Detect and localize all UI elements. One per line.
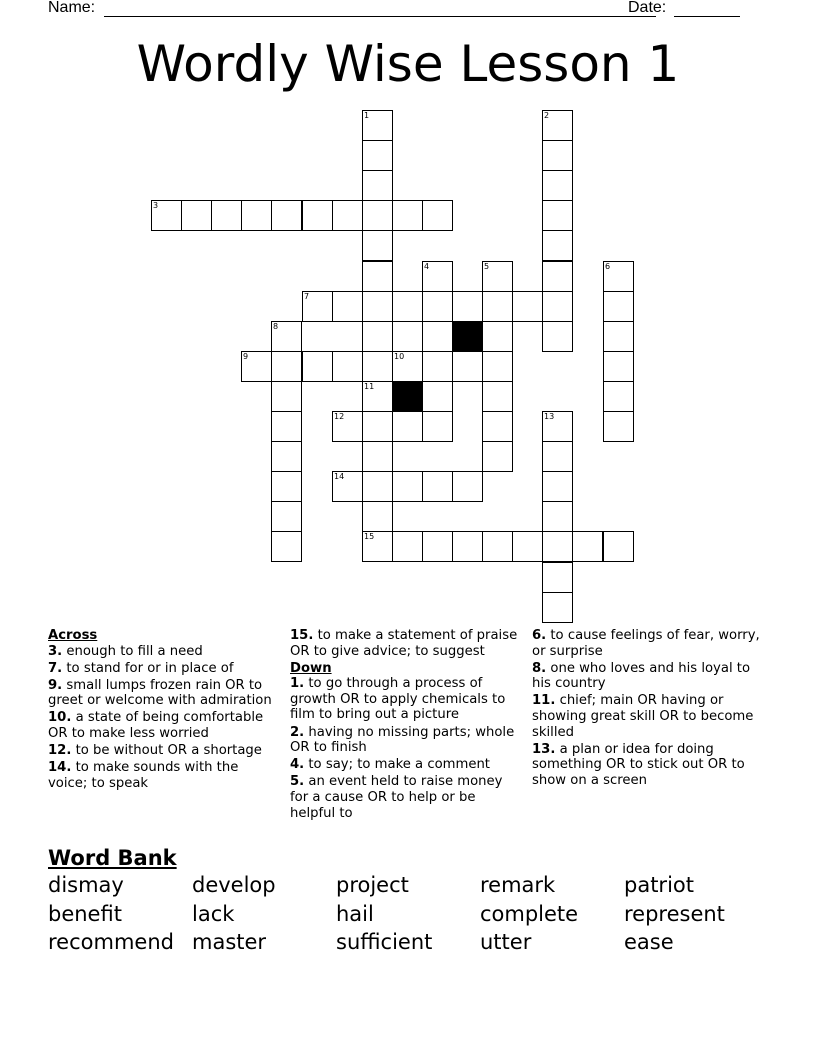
clue-across-7: 7. to stand for or in place of bbox=[48, 660, 234, 676]
grid-cell[interactable] bbox=[603, 321, 634, 352]
grid-cell[interactable] bbox=[542, 501, 573, 532]
grid-cell[interactable] bbox=[482, 441, 513, 472]
clue-number: 6 bbox=[605, 262, 611, 271]
grid-cell[interactable] bbox=[512, 531, 543, 562]
word-bank-word: ease bbox=[624, 930, 674, 954]
clue-down-6: 6. to cause feelings of fear, worry, or surprise bbox=[532, 628, 760, 659]
grid-cell[interactable] bbox=[362, 351, 393, 382]
grid-cell[interactable] bbox=[271, 381, 302, 412]
grid-cell[interactable] bbox=[542, 230, 573, 261]
grid-cell[interactable] bbox=[362, 230, 393, 261]
clue-across-15: 15. to make a statement of praise OR to give advice; to suggest bbox=[290, 628, 518, 659]
word-bank-word: utter bbox=[480, 930, 532, 954]
word-bank-title: Word Bank bbox=[48, 846, 177, 870]
grid-cell[interactable] bbox=[542, 200, 573, 231]
clue-down-4: 4. to say; to make a comment bbox=[290, 757, 490, 773]
grid-cell[interactable] bbox=[422, 351, 453, 382]
grid-cell[interactable] bbox=[362, 140, 393, 171]
grid-cell[interactable] bbox=[482, 381, 513, 412]
name-label: Name: bbox=[48, 0, 96, 16]
clue-down-8: 8. one who loves and his loyal to his country bbox=[532, 660, 751, 692]
word-bank-word: develop bbox=[192, 873, 276, 897]
clue-number: 11 bbox=[364, 382, 375, 391]
date-label: Date: bbox=[628, 0, 667, 16]
grid-cell[interactable] bbox=[362, 531, 393, 562]
grid-cell[interactable] bbox=[271, 411, 302, 442]
grid-cell[interactable] bbox=[603, 261, 634, 292]
grid-cell[interactable] bbox=[512, 291, 543, 322]
grid-cell[interactable] bbox=[542, 140, 573, 171]
clues-column-3 bbox=[532, 628, 768, 790]
grid-cell[interactable] bbox=[302, 291, 333, 322]
grid-cell[interactable] bbox=[362, 471, 393, 502]
grid-cell[interactable] bbox=[302, 351, 333, 382]
grid-cell[interactable] bbox=[422, 291, 453, 322]
clue-across-3: 3. enough to fill a need bbox=[48, 643, 203, 659]
grid-cell[interactable] bbox=[151, 200, 182, 231]
grid-cell[interactable] bbox=[392, 200, 423, 231]
grid-cell[interactable] bbox=[482, 351, 513, 382]
grid-cell[interactable] bbox=[271, 351, 302, 382]
grid-cell[interactable] bbox=[332, 200, 363, 231]
word-bank-word: complete bbox=[480, 902, 579, 926]
grid-cell[interactable] bbox=[452, 531, 483, 562]
grid-cell[interactable] bbox=[603, 531, 634, 562]
grid-cell[interactable] bbox=[542, 471, 573, 502]
grid-cell[interactable] bbox=[542, 110, 573, 141]
grid-cell[interactable] bbox=[362, 110, 393, 141]
grid-cell[interactable] bbox=[542, 441, 573, 472]
page-title: Wordly Wise Lesson 1 bbox=[136, 35, 680, 93]
grid-cell[interactable] bbox=[271, 471, 302, 502]
grid-cell[interactable] bbox=[542, 411, 573, 442]
grid-cell[interactable] bbox=[392, 291, 423, 322]
grid-cell[interactable] bbox=[181, 200, 212, 231]
grid-cell[interactable] bbox=[422, 261, 453, 292]
word-bank-word: master bbox=[192, 930, 267, 954]
black-cell bbox=[452, 321, 483, 352]
grid-cell[interactable] bbox=[572, 531, 603, 562]
clue-number: 1 bbox=[364, 111, 370, 120]
grid-cell[interactable] bbox=[392, 531, 423, 562]
grid-cell[interactable] bbox=[422, 411, 453, 442]
clue-number: 10 bbox=[394, 352, 405, 361]
grid-cell[interactable] bbox=[271, 501, 302, 532]
word-bank-word: hail bbox=[336, 902, 374, 926]
grid-cell[interactable] bbox=[482, 531, 513, 562]
grid-cell[interactable] bbox=[332, 411, 363, 442]
clue-number: 12 bbox=[334, 412, 345, 421]
clues-column-1 bbox=[48, 628, 280, 793]
word-bank-word: benefit bbox=[48, 902, 122, 926]
grid-cell[interactable] bbox=[362, 381, 393, 412]
grid-cell[interactable] bbox=[482, 291, 513, 322]
clue-number: 13 bbox=[544, 412, 555, 421]
grid-cell[interactable] bbox=[332, 471, 363, 502]
clue-number: 7 bbox=[304, 292, 310, 301]
grid-cell[interactable] bbox=[362, 441, 393, 472]
clue-number: 8 bbox=[273, 322, 279, 331]
down-heading: Down bbox=[290, 660, 332, 676]
clue-down-2: 2. having no missing parts; whole OR to finish bbox=[290, 724, 515, 756]
grid-cell[interactable] bbox=[392, 471, 423, 502]
grid-cell[interactable] bbox=[362, 501, 393, 532]
grid-cell[interactable] bbox=[362, 200, 393, 231]
grid-cell[interactable] bbox=[422, 200, 453, 231]
word-bank-word: remark bbox=[480, 873, 556, 897]
clue-number: 4 bbox=[424, 262, 430, 271]
grid-cell[interactable] bbox=[482, 261, 513, 292]
clue-number: 15 bbox=[364, 532, 375, 541]
grid-cell[interactable] bbox=[542, 562, 573, 593]
grid-cell[interactable] bbox=[542, 592, 573, 623]
grid-cell[interactable] bbox=[422, 381, 453, 412]
word-bank-word: project bbox=[336, 873, 409, 897]
grid-cell[interactable] bbox=[422, 471, 453, 502]
grid-cell[interactable] bbox=[452, 351, 483, 382]
grid-cell[interactable] bbox=[542, 170, 573, 201]
grid-cell[interactable] bbox=[392, 351, 423, 382]
grid-cell[interactable] bbox=[392, 411, 423, 442]
word-bank-word: recommend bbox=[48, 930, 174, 954]
word-bank-word: dismay bbox=[48, 873, 124, 897]
clue-across-9: 9. small lumps frozen rain OR to greet or welcome with admiration bbox=[48, 677, 272, 709]
clue-number: 3 bbox=[153, 201, 159, 210]
clue-down-11: 11. chief; main OR having or showing great skill OR to become skilled bbox=[532, 693, 754, 740]
clue-down-1: 1. to go through a process of growth OR to apply chemicals to film to bring out a picture bbox=[290, 676, 506, 723]
clue-across-10: 10. a state of being comfortable OR to make less worried bbox=[48, 710, 264, 742]
across-heading: Across bbox=[48, 628, 98, 643]
clue-number: 5 bbox=[484, 262, 490, 271]
clue-across-14: 14. to make sounds with the voice; to speak bbox=[48, 760, 239, 791]
clue-across-12: 12. to be without OR a shortage bbox=[48, 743, 262, 759]
word-bank-word: represent bbox=[624, 902, 725, 926]
grid-cell[interactable] bbox=[362, 261, 393, 292]
grid-cell[interactable] bbox=[603, 291, 634, 322]
clue-number: 14 bbox=[334, 472, 345, 481]
grid-cell[interactable] bbox=[362, 170, 393, 201]
word-bank-word: patriot bbox=[624, 873, 694, 897]
grid-cell[interactable] bbox=[332, 351, 363, 382]
clue-down-5: 5. an event held to raise money for a cause OR to help or be helpful to bbox=[290, 774, 503, 821]
grid-cell[interactable] bbox=[362, 291, 393, 322]
grid-cell[interactable] bbox=[482, 321, 513, 352]
grid-cell[interactable] bbox=[422, 531, 453, 562]
grid-cell[interactable] bbox=[542, 291, 573, 322]
word-bank-word: lack bbox=[192, 902, 235, 926]
clue-number: 9 bbox=[243, 352, 249, 361]
grid-cell[interactable] bbox=[452, 291, 483, 322]
grid-cell[interactable] bbox=[211, 200, 242, 231]
clues-column-2 bbox=[290, 628, 522, 823]
grid-cell[interactable] bbox=[603, 411, 634, 442]
grid-cell[interactable] bbox=[482, 411, 513, 442]
clue-down-13: 13. a plan or idea for doing something OR to stick out OR to show on a screen bbox=[532, 741, 745, 788]
word-bank-word: sufficient bbox=[336, 930, 433, 954]
grid-cell[interactable] bbox=[542, 321, 573, 352]
grid-cell[interactable] bbox=[422, 321, 453, 352]
grid-cell[interactable] bbox=[542, 261, 573, 292]
grid-cell[interactable] bbox=[271, 200, 302, 231]
grid-cell[interactable] bbox=[452, 471, 483, 502]
grid-cell[interactable] bbox=[362, 411, 393, 442]
grid-cell[interactable] bbox=[362, 321, 393, 352]
grid-cell[interactable] bbox=[603, 351, 634, 382]
grid-cell[interactable] bbox=[542, 531, 573, 562]
grid-cell[interactable] bbox=[241, 200, 272, 231]
grid-cell[interactable] bbox=[271, 531, 302, 562]
clue-number: 2 bbox=[544, 111, 550, 120]
grid-cell[interactable] bbox=[271, 441, 302, 472]
grid-cell[interactable] bbox=[603, 381, 634, 412]
grid-cell[interactable] bbox=[332, 291, 363, 322]
black-cell bbox=[392, 381, 423, 412]
grid-cell[interactable] bbox=[302, 200, 333, 231]
grid-cell[interactable] bbox=[271, 321, 302, 352]
grid-cell[interactable] bbox=[241, 351, 272, 382]
